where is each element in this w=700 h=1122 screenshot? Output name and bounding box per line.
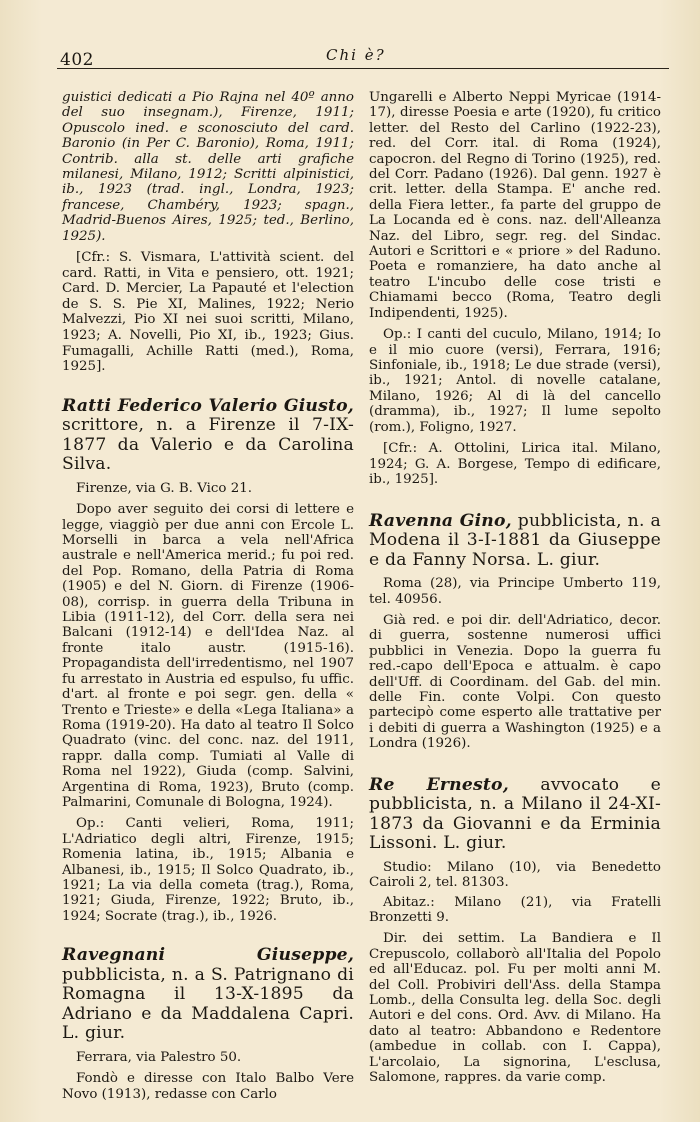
entry-name: Ratti Federico Valerio Giusto, xyxy=(62,395,354,416)
entry-bio: Dir. dei settim. La Bandiera e Il Crepuscolo, collaborò all'Italia del Popolo ed all'Educaz. pol. Fu per molti anni M. del Coll. Probiviri dell'Ass. della Stampa Lomb., della Consulta leg. della Soc. degli Autori e del cons. Ord. Avv. di Milano. Ha dato al teatro: Abbandono e Redentore (ambedue in collab. con I. Cappa), L'arcolaio, La signorina, L'esclusa, Salomone, rappres. da varie comp. xyxy=(369,931,661,1085)
running-head: Chi è? xyxy=(326,46,386,64)
entry-name: Re Ernesto, xyxy=(369,774,509,795)
entry-studio-address: Studio: Milano (10), via Benedetto Cairoli 2, tel. 81303. xyxy=(369,859,661,891)
left-column xyxy=(62,90,354,1102)
entry-works: Op.: I canti del cuculo, Milano, 1914; Io e il mio cuore (versi), Ferrara, 1916; Sinfoniale, ib., 1918; Le due strade (versi), ib., 1921; Antol. di novelle catalane, Milano, 1926; Al di là del cancello (dramma), ib., 1927; Il lume sepolto (rom.), Foligno, 1927. xyxy=(369,327,661,435)
entry-address: Roma (28), via Principe Umberto 119, tel. 40956. xyxy=(369,576,661,607)
entry-heading xyxy=(369,512,661,571)
cfr-reference: [Cfr.: S. Vismara, L'attività scient. del card. Ratti, in Vita e pensiero, ott. 1921; Card. D. Mercier, La Papauté et l'election de S. S. Pie XI, Malines, 1922; Nerio Malvezzi, Pio XI nei suoi scritti, Milano, 1923; A. Novelli, Pio XI, ib., 1923; Gius. Fumagalli, Achille Ratti (med.), Roma, 1925]. xyxy=(62,250,354,375)
entry-intro: avvocato e pubblicista, n. a Milano il 24-XI-1873 da Giovanni e da Erminia Lissoni. L. giur. xyxy=(369,774,661,854)
entry-home-address: Abitaz.: Milano (21), via Fratelli Bronzetti 9. xyxy=(369,894,661,925)
entry-intro: scrittore, n. a Firenze il 7-IX-1877 da Valerio e da Carolina Silva. xyxy=(62,415,354,475)
header-rule xyxy=(57,68,669,69)
entry-heading xyxy=(62,397,354,475)
entry-name: Ravegnani Giuseppe, xyxy=(62,945,354,966)
entry-intro: pubblicista, n. a Modena il 3-I-1881 da Giuseppe e da Fanny Norsa. L. giur. xyxy=(369,510,661,570)
entry-address: Ferrara, via Palestro 50. xyxy=(76,1049,242,1065)
right-column xyxy=(369,90,661,1085)
cfr-reference: [Cfr.: A. Ottolini, Lirica ital. Milano, 1924; G. A. Borgese, Tempo di edificare, ib., 1925]. xyxy=(369,440,661,488)
entry-bio: Fondò e diresse con Italo Balbo Vere Novo (1913), redasse con Carlo xyxy=(62,1071,354,1102)
continued-text: Ungarelli e Alberto Neppi Myricae (1914-17), diresse Poesia e arte (1920), fu critico letter. del Resto del Carlino (1922-23), red. del Corr. ital. di Roma (1924), capocron. del Regno di Torino (1925), red. del Corr. Padano (1926). Dal genn. 1927 è crit. letter. della Stampa. E' anche red. della Fiera letter., fa parte del gruppo de La Locanda ed è cons. naz. dell'Alleanza Naz. del Libro, segr. reg. del Sindac. Autori e Scrittori e « priore » del Raduno. Poeta e romanziere, ha dato anche al teatro L'incubo delle cose tristi e Chiamami becco (Roma, Teatro degli Indipendenti, 1925). xyxy=(369,90,661,321)
entry-bio: Dopo aver seguito dei corsi di lettere e legge, viaggiò per due anni con Ercole L. Morselli in barca a vela nell'Africa australe e nell'America merid.; fu poi red. del Pop. Romano, della Patria di Roma (1905) e del N. Giorn. di Firenze (1906-08), corrisp. in guerra della Tribuna in Libia (1911-12), del Corr. della sera nei Balcani (1912-14) e dell'Idea Naz. al fronte italo austr. (1915-16). Propagandista dell'irredentismo, nel 1907 fu arrestato in Austria ed espulso, fu uffic. d'art. al fronte e poi segr. gen. della « Trento e Trieste» e della «Lega Italiana» a Roma (1919-20). Ha dato al teatro Il Solco Quadrato (vinc. del conc. naz. del 1911, rappr. dalla comp. Tumiati al Valle di Roma nel 1922), Giuda (comp. Salvini, Argentina di Roma, 1923), Bruto (comp. Palmarini, Comunale di Bologna, 1924). xyxy=(62,502,354,810)
entry-heading xyxy=(62,946,354,1044)
entry-intro: pubblicista, n. a S. Patrignano di Romagna il 13-X-1895 da Adriano e da Maddalena Capri. L. giur. xyxy=(62,964,354,1044)
entry-works: Op.: Canti velieri, Roma, 1911; L'Adriatico degli altri, Firenze, 1915; Romenia latina, ib., 1915; Albania e Albanesi, ib., 1915; Il Solco Quadrato, ib., 1921; La via della cometa (trag.), Roma, 1921; Giuda, Firenze, 1922; Bruto, ib., 1924; Socrate (trag.), ib., 1926. xyxy=(62,816,354,924)
page-number: 402 xyxy=(60,50,94,70)
entry-name: Ravenna Gino, xyxy=(369,510,512,531)
entry-address: Firenze, via G. B. Vico 21. xyxy=(76,480,253,496)
continued-text: guistici dedicati a Pio Rajna nel 40º anno del suo insegnam.), Firenze, 1911; Opuscolo ined. e sconosciuto del card. Baronio (in Per C. Baronio), Roma, 1911; Contrib. alla st. delle arti grafiche milanesi, Milano, 1912; Scritti alpinistici, ib., 1923 (trad. ingl., Londra, 1923; francese, Chambéry, 1923; spagn., Madrid-Buenos Aires, 1925; ted., Berlino, 1925). xyxy=(62,90,354,244)
entry-heading xyxy=(369,776,661,854)
entry-bio: Già red. e poi dir. dell'Adriatico, decor. di guerra, sostenne numerosi uffici pubblici in Venezia. Dopo la guerra fu red.-capo dell'Epoca e attualm. è capo dell'Uff. di Coordinam. del Gab. del min. delle Fin. conte Volpi. Con questo partecipò come esperto alle trattative per i debiti di guerra a Washington (1925) e a Londra (1926). xyxy=(369,613,661,752)
